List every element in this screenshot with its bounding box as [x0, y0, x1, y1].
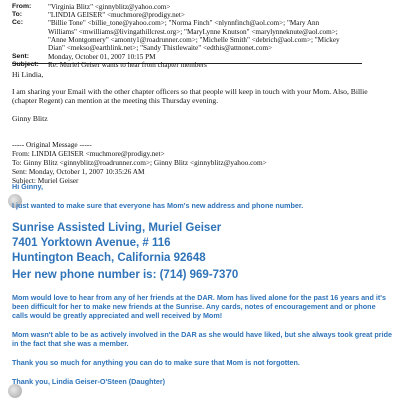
- reply-greeting: Hi Lindia,: [12, 70, 44, 79]
- original-sent: Sent: Monday, October 1, 2007 10:35:26 AM: [12, 166, 145, 176]
- address-line: Sunrise Assisted Living, Muriel Geiser: [12, 222, 222, 234]
- from-value: "Virginia Blitz" <ginnyblitz@yahoo.com>: [48, 3, 171, 11]
- subject-label: Subject:: [12, 61, 39, 69]
- binder-hole-bottom: [8, 384, 22, 398]
- address-line: Huntington Beach, California 92648: [12, 252, 206, 264]
- original-to: To: Ginny Blitz <ginnyblitz@roadrunner.com>; Ginny Blitz <ginnyblitz@yahoo.com>: [12, 157, 267, 167]
- reply-paragraph: I am sharing your Email with the other chapter officers so that people will keep in touch with your Mom. Also, Billie (chapter Regent) can mention at the meeting this Thursday evening.: [12, 86, 368, 106]
- subject-value: Re: Muriel Geiser wants to hear from chapter members: [48, 61, 207, 70]
- header-from-row: [12, 3, 392, 11]
- cc-line: "Anne Montgomery" <amonty1@roadrunner.com>; "Michelle Smith" <debrich@aol.com>; "Mickey: [48, 35, 340, 44]
- message-paragraph-thanks: Thank you so much for anything you can do to make sure that Mom is not forgotten.: [12, 358, 300, 367]
- original-separator: ----- Original Message -----: [12, 140, 92, 149]
- message-paragraph-dar: Mom wasn't able to be as actively involved in the DAR as she would have liked, but she always took great pride in the fact that she was a member.: [12, 330, 392, 348]
- message-paragraph-friends: Mom would love to hear from any of her friends at the DAR. Mom has lived alone for the past 16 years and it's been difficult for her to make new friends at the Sunrise. Any cards, notes of encouragement and or phone calls would be greatly appreciated and well received by Mom!: [12, 293, 386, 320]
- original-message-header: [12, 141, 382, 186]
- message-closing: Thank you, Lindia Geiser-O'Steen (Daughter): [12, 377, 166, 386]
- cc-line: Williams" <mwilliams@livingathillcrest.org>; "MaryLynne Knutson" <marylynneknute@aol.com>;: [48, 27, 338, 36]
- address-line: 7401 Yorktown Avenue, # 116: [12, 237, 171, 249]
- header-cc-row: [12, 19, 392, 52]
- to-value: "LINDIA GEISER" <muchmore@prodigy.net>: [48, 11, 185, 20]
- reply-signature: Ginny Blitz: [12, 113, 48, 123]
- sent-label: Sent:: [12, 53, 29, 61]
- email-header: [12, 3, 392, 70]
- original-from: From: LINDIA GEISER <muchmore@prodigy.net>: [12, 148, 165, 158]
- cc-value: [48, 19, 392, 52]
- phone-number: Her new phone number is: (714) 969-7370: [12, 269, 239, 281]
- to-label: To:: [12, 11, 23, 19]
- message-intro: I just wanted to make sure that everyone has Mom's new address and phone number.: [12, 201, 304, 210]
- header-sent-row: [12, 53, 392, 61]
- message-greeting: Hi Ginny,: [12, 182, 44, 191]
- cc-line: Dian" <mekso@earthlink.net>; "Sandy Thistlewaite" <edthis@attnonet.com>: [48, 44, 273, 53]
- cc-line: "Billie Tone" <billie_tone@yahoo.com>; "Norma Finch" <nlynnfinch@aol.com>; "Mary Ann: [48, 19, 320, 28]
- sent-value: Monday, October 01, 2007 10:15 PM: [48, 53, 156, 62]
- header-to-row: [12, 11, 392, 19]
- original-subject: Subject: Muriel Geiser: [12, 175, 79, 185]
- reply-body: [12, 70, 382, 123]
- cc-label: Cc:: [12, 19, 23, 27]
- original-message-body: [12, 182, 392, 386]
- header-divider: [12, 63, 362, 64]
- from-label: From:: [12, 3, 32, 10]
